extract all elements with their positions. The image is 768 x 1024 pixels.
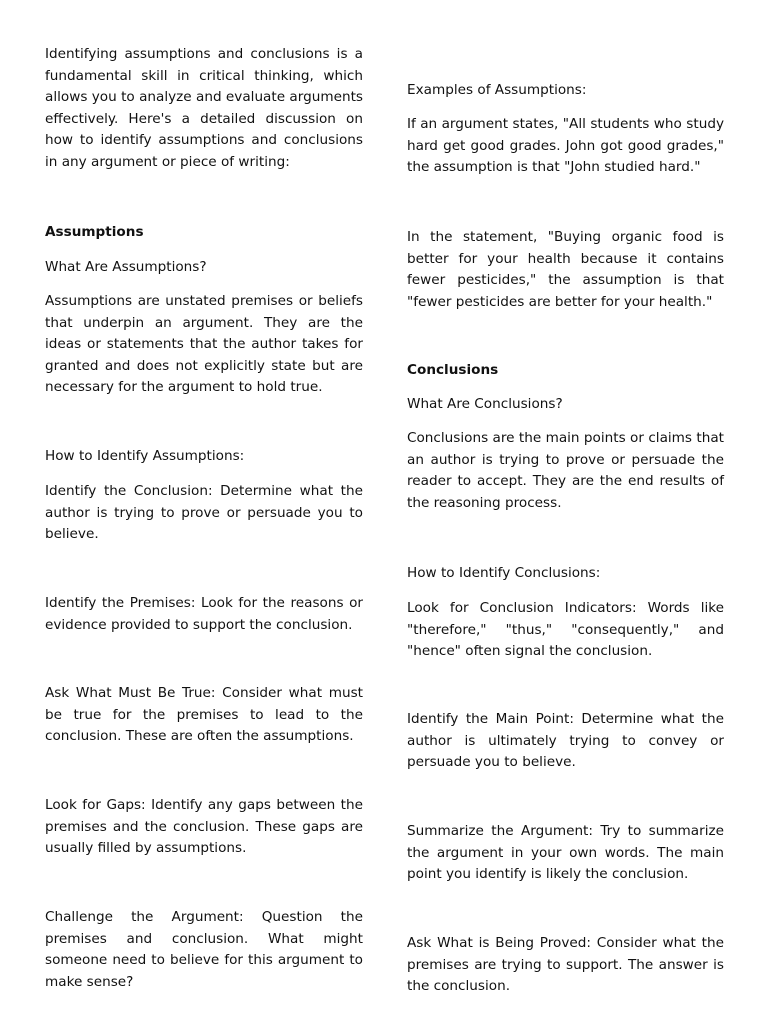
assumption-step-ask-what-must-be-true: Ask What Must Be True: Consider what must be true for the premises to lead to the conclusion. These are often the assumptions. xyxy=(45,685,363,745)
how-to-identify-conclusions-subheading: How to Identify Conclusions: xyxy=(407,565,601,581)
how-to-identify-assumptions-subheading: How to Identify Assumptions: xyxy=(45,448,245,464)
assumption-step-challenge-argument: Challenge the Argument: Question the premises and conclusion. What might someone need to believe for this argument to make sense? xyxy=(45,909,363,990)
assumption-step-identify-premises: Identify the Premises: Look for the reasons or evidence provided to support the conclusion. xyxy=(45,595,363,633)
assumption-example-organic-food: In the statement, "Buying organic food is better for your health because it contains fewer pesticides," the assumption is that "fewer pesticides are better for your health." xyxy=(407,229,724,310)
assumptions-definition-paragraph: Assumptions are unstated premises or beliefs that underpin an argument. They are the ideas or statements that the author takes for granted and does not explicitly state but are necessary for the argument to hold true. xyxy=(45,293,363,396)
what-are-conclusions-subheading: What Are Conclusions? xyxy=(407,396,563,412)
examples-of-assumptions-subheading: Examples of Assumptions: xyxy=(407,82,587,98)
conclusion-step-indicators: Look for Conclusion Indicators: Words like "therefore," "thus," "consequently," and "hence" often signal the conclusion. xyxy=(407,600,724,660)
conclusion-step-what-is-proved: Ask What is Being Proved: Consider what the premises are trying to support. The answer is the conclusion. xyxy=(407,935,724,995)
conclusion-step-summarize: Summarize the Argument: Try to summarize the argument in your own words. The main point you identify is likely the conclusion. xyxy=(407,823,724,883)
what-are-assumptions-subheading: What Are Assumptions? xyxy=(45,259,207,275)
conclusions-heading: Conclusions xyxy=(407,362,499,378)
conclusion-step-main-point: Identify the Main Point: Determine what the author is ultimately trying to convey or persuade you to believe. xyxy=(407,711,724,771)
assumption-example-students: If an argument states, "All students who study hard get good grades. John got good grades," the assumption is that "John studied hard." xyxy=(407,116,724,176)
intro-paragraph: Identifying assumptions and conclusions is a fundamental skill in critical thinking, which allows you to analyze and evaluate arguments effectively. Here's a detailed discussion on how to identify assumptions and conclusions in any argument or piece of writing: xyxy=(45,46,363,170)
assumptions-heading: Assumptions xyxy=(45,224,144,240)
conclusions-definition-paragraph: Conclusions are the main points or claims that an author is trying to prove or persuade the reader to accept. They are the end results of the reasoning process. xyxy=(407,430,724,511)
assumption-step-look-for-gaps: Look for Gaps: Identify any gaps between the premises and the conclusion. These gaps are usually filled by assumptions. xyxy=(45,797,363,857)
assumption-step-identify-conclusion: Identify the Conclusion: Determine what the author is trying to prove or persuade you to believe. xyxy=(45,483,363,543)
